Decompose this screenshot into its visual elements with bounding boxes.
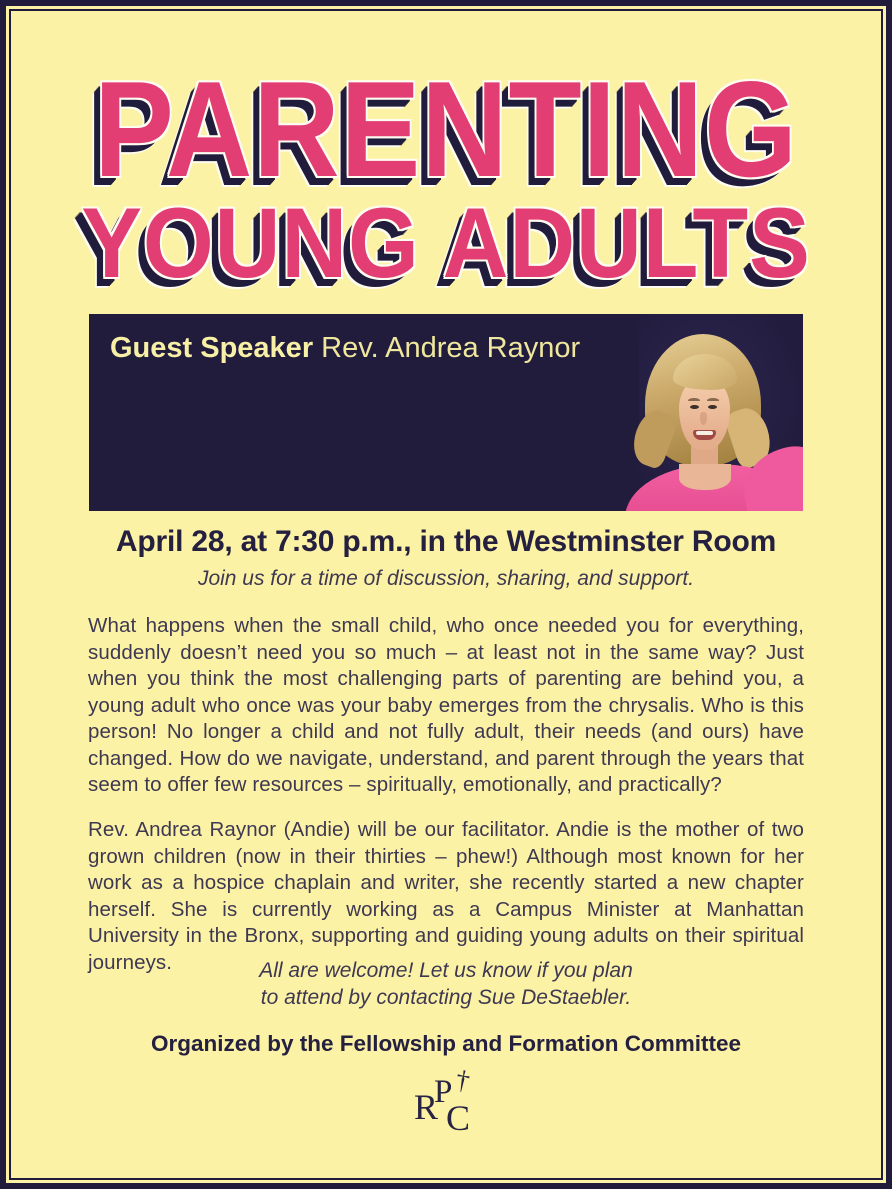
photo-eye-right <box>708 405 717 409</box>
title-line-2: YOUNG ADULTS <box>81 187 811 298</box>
invitation-line-1: All are welcome! Let us know if you plan <box>259 959 633 982</box>
photo-eyebrow-right <box>707 398 719 403</box>
organizer-line: Organized by the Fellowship and Formation Committee <box>150 1031 742 1056</box>
banner-caption <box>110 332 580 365</box>
cross-icon: † <box>453 1064 473 1096</box>
invitation-text <box>0 957 892 1011</box>
title-line-1: PARENTING <box>94 53 798 205</box>
flyer-title <box>0 53 892 298</box>
rpc-logo <box>413 1064 479 1142</box>
photo-teeth-shape <box>696 431 713 435</box>
logo-letter-p: P <box>434 1074 453 1110</box>
photo-eye-left <box>690 405 699 409</box>
photo-eyebrow-left <box>688 398 700 403</box>
body-paragraph-1: What happens when the small child, who once needed you for everything, suddenly doesn’t need you so much – at least not in the same way? Just when you think the most challenging parts of parenting are behind you, a young adult who once was your baby emerges from the chrysalis. Who is this person! No longer a child and not fully adult, their needs (and ours) have changed. How do we navigate, understand, and parent through the years that seem to offer few resources – spiritually, emotionally, and practically? <box>88 614 804 796</box>
caption-space <box>313 332 321 364</box>
guest-speaker-label: Guest Speaker <box>110 332 314 364</box>
photo-chest-shape <box>679 464 731 490</box>
body-paragraph-2: Rev. Andrea Raynor (Andie) will be our facilitator. Andie is the mother of two grown children (now in their thirties – phew!) Although most known for her work as a hospice chaplain and writer, she recently started a new chapter herself. She is currently working as a Campus Minister at Manhattan University in the Bronx, supporting and guiding young adults on their spiritual journeys. <box>88 818 804 974</box>
invitation-line-2: to attend by contacting Sue DeStaebler. <box>260 986 632 1009</box>
guest-speaker-banner <box>89 314 803 511</box>
logo-letter-r: R <box>414 1087 439 1127</box>
event-details-heading: April 28, at 7:30 p.m., in the Westminster Room <box>115 525 777 558</box>
event-subheading: Join us for a time of discussion, sharing, and support. <box>197 567 695 590</box>
speaker-name: Rev. Andrea Raynor <box>321 332 581 364</box>
logo-letter-c: C <box>446 1098 471 1138</box>
speaker-photo <box>639 314 803 511</box>
photo-nose-shape <box>700 412 707 425</box>
